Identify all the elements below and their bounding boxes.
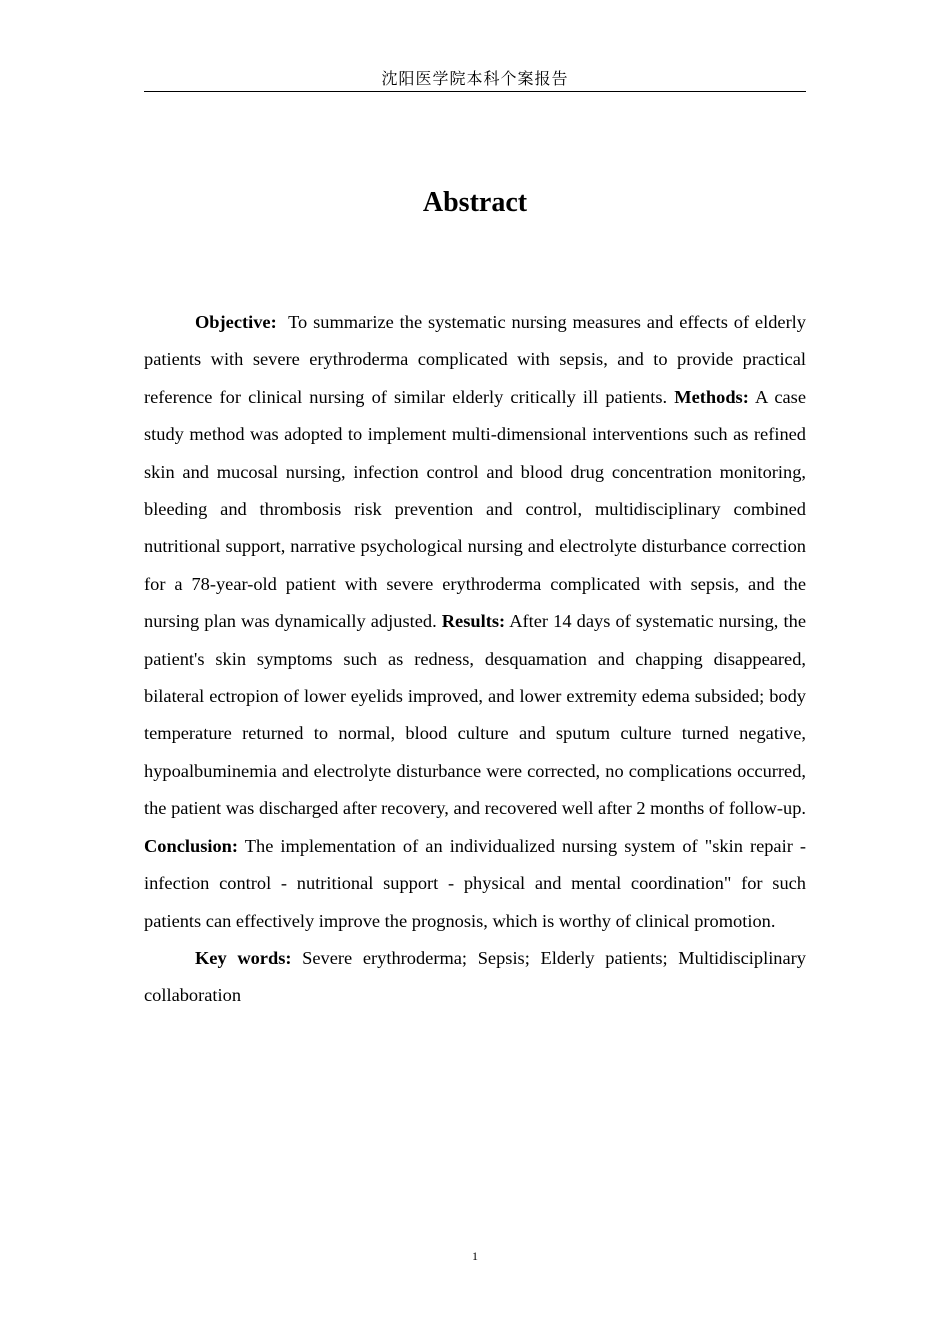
objective-text: To summarize the systematic nursing measures and effects of elderly patients with severe erythroderma complicated with sepsis, and to provide practical reference for clinical nursing of similar elderly critically ill patients. <box>144 312 806 407</box>
header-rule <box>144 91 806 92</box>
conclusion-label: Conclusion: <box>144 835 239 856</box>
keywords-paragraph <box>144 940 806 1015</box>
methods-text: A case study method was adopted to implement multi-dimensional interventions such as refined skin and mucosal nursing, infection control and blood drug concentration monitoring, bleeding and thrombosis risk prevention and control, multidisciplinary combined nutritional support, narrative psychological nursing and electrolyte disturbance correction for a 78-year-old patient with severe erythroderma complicated with sepsis, and the nursing plan was dynamically adjusted. <box>144 386 806 632</box>
conclusion-text: The implementation of an individualized nursing system of "skin repair - infection control - nutritional support - physical and mental coordination" for such patients can effectively improve the prognosis, which is worthy of clinical promotion. <box>144 835 807 931</box>
objective-label: Objective: <box>195 312 277 332</box>
methods-label: Methods: <box>674 386 749 407</box>
keywords-text: Severe erythroderma; Sepsis; Elderly patients; Multidisciplinary collaboration <box>144 947 806 1006</box>
keywords-label: Key words: <box>195 947 292 968</box>
results-text: After 14 days of systematic nursing, the patient's skin symptoms such as redness, desquamation and chapping disappeared, bilateral ectropion of lower eyelids improved, and lower extremity edema subsided; body temperature returned to normal, blood culture and sputum culture turned negative, hypoalbuminemia and electrolyte disturbance were corrected, no complications occurred, the patient was discharged after recovery, and recovered well after 2 months of follow-up. <box>144 611 806 819</box>
page-header: 沈阳医学院本科个案报告 <box>381 69 569 88</box>
page-number: 1 <box>472 1249 478 1263</box>
results-label: Results: <box>441 611 506 632</box>
abstract-paragraph <box>144 304 806 940</box>
page-title: Abstract <box>422 187 528 218</box>
abstract-body <box>144 304 806 1015</box>
